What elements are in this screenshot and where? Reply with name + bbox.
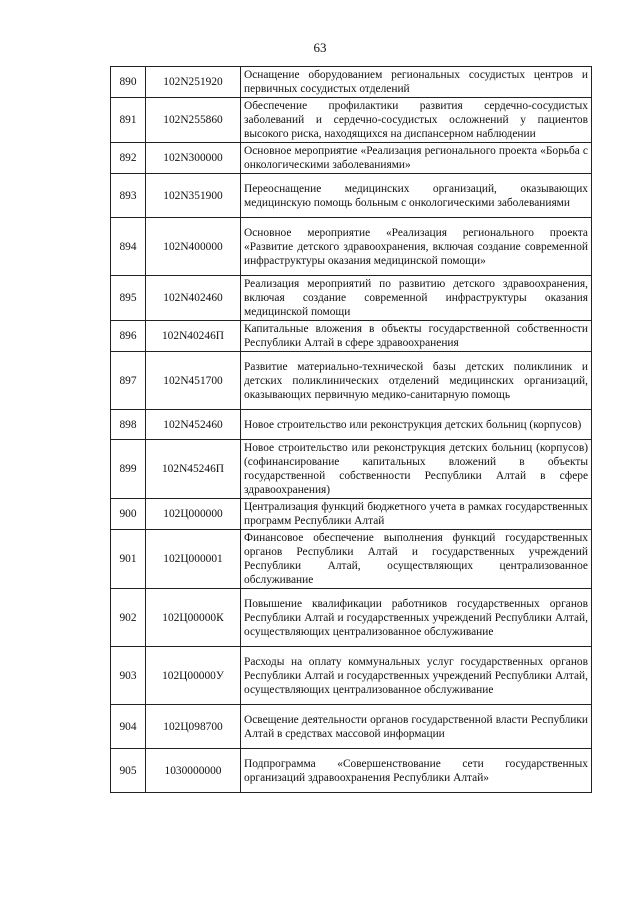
budget-code: 102N40246П [146, 321, 241, 352]
expense-name: Финансовое обеспечение выполнения функций государственных органов Республики Алтай и государственных учреждений Республики Алтай, осуществляющих централизованное обслуживание [241, 530, 592, 589]
budget-code: 102N351900 [146, 174, 241, 218]
row-number: 895 [111, 276, 146, 321]
table-row [111, 143, 592, 174]
table-row [111, 410, 592, 440]
expense-name: Обеспечение профилактики развития сердечно-сосудистых заболеваний и сердечно-сосудистых осложнений у пациентов высокого риска, находящихся на диспансерном наблюдении [241, 98, 592, 143]
expense-name: Переоснащение медицинских организаций, оказывающих медицинскую помощь больным с онкологическими заболеваниями [241, 174, 592, 218]
expense-name: Новое строительство или реконструкция детских больниц (корпусов) [241, 410, 592, 440]
table-row [111, 218, 592, 276]
row-number: 905 [111, 749, 146, 793]
table-row [111, 749, 592, 793]
expense-name: Реализация мероприятий по развитию детского здравоохранения, включая создание современной инфраструктуры оказания медицинской помощи [241, 276, 592, 321]
expense-name: Основное мероприятие «Реализация регионального проекта «Развитие детского здравоохранения, включая создание современной инфраструктуры оказания медицинской помощи» [241, 218, 592, 276]
budget-code: 102N400000 [146, 218, 241, 276]
table-row [111, 276, 592, 321]
row-number: 891 [111, 98, 146, 143]
row-number: 899 [111, 440, 146, 499]
table-row [111, 647, 592, 705]
row-number: 900 [111, 499, 146, 530]
table-row [111, 589, 592, 647]
row-number: 898 [111, 410, 146, 440]
row-number: 897 [111, 352, 146, 410]
row-number: 901 [111, 530, 146, 589]
budget-code: 102N255860 [146, 98, 241, 143]
budget-code: 102Ц000001 [146, 530, 241, 589]
row-number: 903 [111, 647, 146, 705]
expense-name: Освещение деятельности органов государственной власти Республики Алтай в средствах массовой информации [241, 705, 592, 749]
row-number: 890 [111, 67, 146, 98]
table-row [111, 705, 592, 749]
table-row [111, 174, 592, 218]
budget-code: 1030000000 [146, 749, 241, 793]
row-number: 892 [111, 143, 146, 174]
expense-name: Повышение квалификации работников государственных органов Республики Алтай и государственных учреждений Республики Алтай, осуществляющих централизованное обслуживание [241, 589, 592, 647]
expense-name: Расходы на оплату коммунальных услуг государственных органов Республики Алтай и государственных учреждений Республики Алтай, осуществляющих централизованное обслуживание [241, 647, 592, 705]
budget-code-table [110, 66, 592, 793]
budget-code: 102Ц00000К [146, 589, 241, 647]
budget-code: 102N451700 [146, 352, 241, 410]
page-number: 63 [313, 40, 327, 55]
table-row [111, 530, 592, 589]
table-row [111, 67, 592, 98]
table-row [111, 98, 592, 143]
expense-name: Капитальные вложения в объекты государственной собственности Республики Алтай в сфере здравоохранения [241, 321, 592, 352]
expense-name: Оснащение оборудованием региональных сосудистых центров и первичных сосудистых отделений [241, 67, 592, 98]
budget-code: 102N300000 [146, 143, 241, 174]
table-row [111, 440, 592, 499]
table-row [111, 352, 592, 410]
budget-code: 102Ц000000 [146, 499, 241, 530]
row-number: 896 [111, 321, 146, 352]
table-row [111, 499, 592, 530]
expense-name: Новое строительство или реконструкция детских больниц (корпусов) (софинансирование капитальных вложений в объекты государственной собственности Республики Алтай в сфере здравоохранения) [241, 440, 592, 499]
budget-code: 102N251920 [146, 67, 241, 98]
row-number: 894 [111, 218, 146, 276]
expense-name: Основное мероприятие «Реализация регионального проекта «Борьба с онкологическими заболеваниями» [241, 143, 592, 174]
budget-code: 102Ц098700 [146, 705, 241, 749]
expense-name: Централизация функций бюджетного учета в рамках государственных программ Республики Алтай [241, 499, 592, 530]
row-number: 904 [111, 705, 146, 749]
expense-name: Развитие материально-технической базы детских поликлиник и детских поликлинических отделений медицинских организаций, оказывающих первичную медико-санитарную помощь [241, 352, 592, 410]
budget-code: 102Ц00000У [146, 647, 241, 705]
table-body [111, 67, 592, 793]
expense-name: Подпрограмма «Совершенствование сети государственных организаций здравоохранения Республики Алтай» [241, 749, 592, 793]
budget-code: 102N452460 [146, 410, 241, 440]
row-number: 902 [111, 589, 146, 647]
row-number: 893 [111, 174, 146, 218]
table-row [111, 321, 592, 352]
budget-code: 102N45246П [146, 440, 241, 499]
budget-code: 102N402460 [146, 276, 241, 321]
